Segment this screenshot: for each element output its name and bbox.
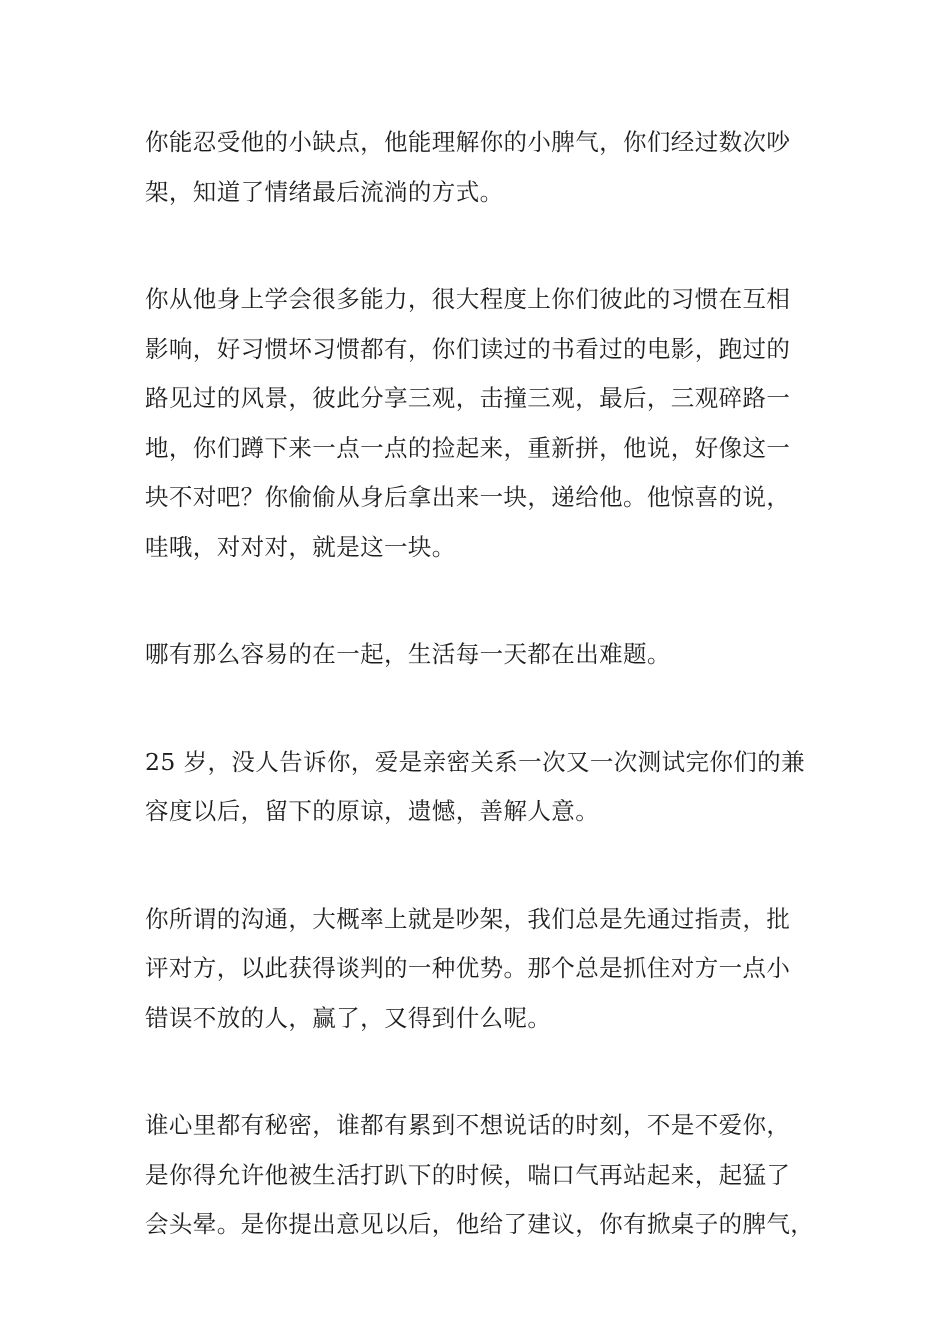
document-body <box>145 118 825 1308</box>
text-line: 容度以后，留下的原谅，遗憾，善解人意。 <box>145 797 600 825</box>
text-line: 谁心里都有秘密，谁都有累到不想说话的时刻，不是不爱你， <box>145 1111 791 1139</box>
text-line: 错误不放的人，赢了，又得到什么呢。 <box>145 1003 552 1032</box>
text-line: 地，你们蹲下来一点一点的捡起来，重新拼，他说，好像这一 <box>145 433 791 462</box>
text-line: 你从他身上学会很多能力，很大程度上你们彼此的习惯在互相 <box>145 285 791 313</box>
text-line: 哇哦，对对对，就是这一块。 <box>145 532 456 561</box>
text-line: 25 岁，没人告诉你，爱是亲密关系一次又一次测试完你们的兼 <box>145 747 805 776</box>
paragraph-5 <box>145 895 825 1044</box>
paragraph-4 <box>145 738 825 837</box>
text-line: 你所谓的沟通，大概率上就是吵架，我们总是先通过指责，批 <box>145 904 791 933</box>
paragraph-2 <box>145 275 825 572</box>
paragraph-6 <box>145 1101 825 1250</box>
text-line: 块不对吧？你偷偷从身后拿出来一块，递给他。他惊喜的说， <box>145 483 791 511</box>
text-line: 你能忍受他的小缺点，他能理解你的小脾气，你们经过数次吵 <box>145 128 791 156</box>
paragraph-1 <box>145 118 825 217</box>
text-line: 影响，好习惯坏习惯都有，你们读过的书看过的电影，跑过的 <box>145 334 791 363</box>
text-line: 会头晕。是你提出意见以后，他给了建议，你有掀桌子的脾气， <box>145 1210 815 1238</box>
paragraph-3 <box>145 630 825 680</box>
text-line: 是你得允许他被生活打趴下的时候，喘口气再站起来，起猛了 <box>145 1160 791 1189</box>
text-line: 评对方，以此获得谈判的一种优势。那个总是抓住对方一点小 <box>145 954 791 982</box>
text-line: 哪有那么容易的在一起，生活每一天都在出难题。 <box>145 640 671 668</box>
text-line: 路见过的风景，彼此分享三观，击撞三观，最后，三观碎路一 <box>145 384 791 412</box>
text-line: 架，知道了情绪最后流淌的方式。 <box>145 177 504 206</box>
